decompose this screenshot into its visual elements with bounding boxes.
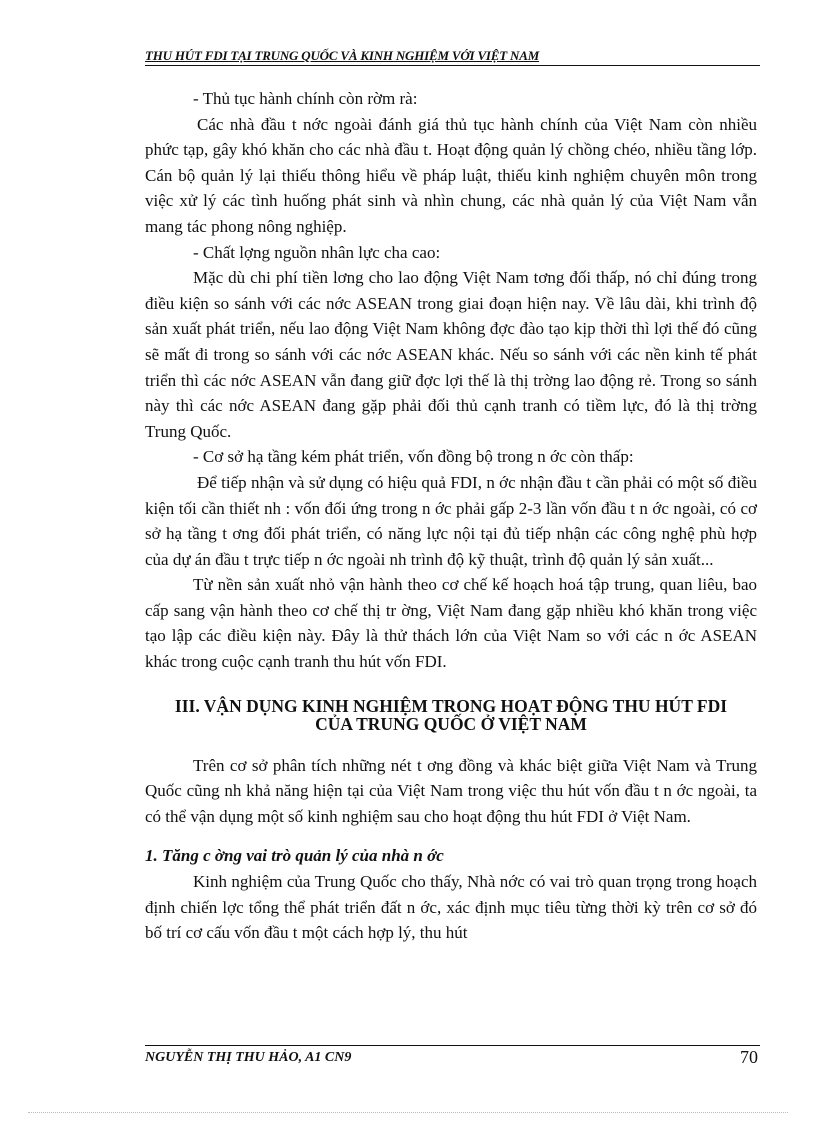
paragraph-section-intro: Trên cơ sở phân tích những nét t ơng đồng và khác biệt giữa Việt Nam và Trung Quốc cũng nh khả năng hiện tại của Việt Nam trong việc thu hút vốn đầu t n ớc ngoài, ta có thể vận dụng một số kinh nghiệm sau cho hoạt động thu hút FDI ở Việt Nam.	[145, 755, 757, 826]
page-number: 70	[740, 1047, 758, 1067]
paragraph-admin-procedures: Các nhà đầu t nớc ngoài đánh giá thủ tục hành chính của Việt Nam còn nhiều phức tạp, gây khó khăn cho các nhà đầu t. Hoạt động quản lý chồng chéo, nhiều tầng lớp. Cán bộ quản lý lại thiếu thông hiểu về pháp luật, thiếu kinh nghiệm chuyên môn trong việc xử lý các tình huống phát sinh và nhìn chung, các nhà quản lý của Việt Nam vẫn mang tác phong nông nghiệp.	[145, 114, 757, 236]
section-heading-line2: CỦA TRUNG QUỐC Ở VIỆT NAM	[315, 713, 587, 734]
page-footer	[145, 1045, 760, 1068]
section-heading-line1: III. VẬN DỤNG KINH NGHIỆM TRONG HOẠT ĐỘNG THU HÚT FDI	[174, 695, 728, 716]
paragraph-infrastructure: Để tiếp nhận và sử dụng có hiệu quả FDI, n ớc nhận đầu t cần phải có một số điều kiện tối cần thiết nh : vốn đối ứng trong n ớc phải gấp 2-3 lần vốn đầu t n ớc ngoài, có cơ sở hạ tầng t ơng đối phát triển, có năng lực nội tại đủ tiếp nhận các công nghệ phù hợp của dự án đầu t trực tiếp n ớc ngoài nh trình độ kỹ thuật, trình độ quản lý sản xuất...	[145, 472, 757, 569]
paragraph-transition: Từ nền sản xuất nhỏ vận hành theo cơ chế kế hoạch hoá tập trung, quan liêu, bao cấp sang vận hành theo cơ chế thị tr ờng, Việt Nam đang gặp nhiều khó khăn trong việc tạo lập các điều kiện này. Đây là thử thách lớn của Việt Nam so với các n ớc ASEAN khác trong cuộc cạnh tranh thu hút vốn FDI.	[145, 575, 757, 672]
bottom-dotted-border	[28, 1112, 788, 1113]
subsection-heading: 1. Tăng c ờng vai trò quản lý của nhà n ớc	[145, 846, 444, 866]
bullet-human-resources: - Chất lợng nguồn nhân lực cha cao:	[193, 242, 441, 262]
footer-author: NGUYỄN THỊ THU HẢO, A1 CN9	[145, 1050, 352, 1065]
paragraph-human-resources: Mặc dù chi phí tiền lơng cho lao động Việt Nam tơng đối thấp, nó chỉ đúng trong điều kiện so sánh với các nớc ASEAN trong giai đoạn hiện nay. Về lâu dài, khi trình độ sản xuất phát triển, nếu lao động Việt Nam không đợc đào tạo kịp thời thì lợi thế đó cũng sẽ mất đi trong so sánh với các nớc ASEAN khác. Nếu so sánh với các nền kinh tế phát triển thì các nớc ASEAN vẫn đang giữ đợc lợi thế là thị trờng lao động rẻ. Trong so sánh này thì các nớc ASEAN đang gặp phải đối thủ cạnh tranh có tiềm lực, đó là thị trờng Trung Quốc.	[145, 268, 757, 441]
bullet-admin-procedures: - Thủ tục hành chính còn rờm rà:	[193, 89, 418, 108]
section-heading	[145, 697, 757, 733]
paragraph-state-role: Kinh nghiệm của Trung Quốc cho thấy, Nhà nớc có vai trò quan trọng trong hoạch định chiến lợc tổng thể phát triển đất n ớc, xác định mục tiêu từng thời kỳ trên cơ sở đó bố trí cơ cấu vốn đầu t một cách hợp lý, thu hút	[145, 872, 757, 943]
document-body	[145, 86, 757, 946]
bullet-infrastructure: - Cơ sở hạ tầng kém phát triển, vốn đồng bộ trong n ớc còn thấp:	[193, 447, 634, 467]
running-header: THU HÚT FDI TẠI TRUNG QUỐC VÀ KINH NGHIỆM VỚI VIỆT NAM	[145, 48, 760, 66]
